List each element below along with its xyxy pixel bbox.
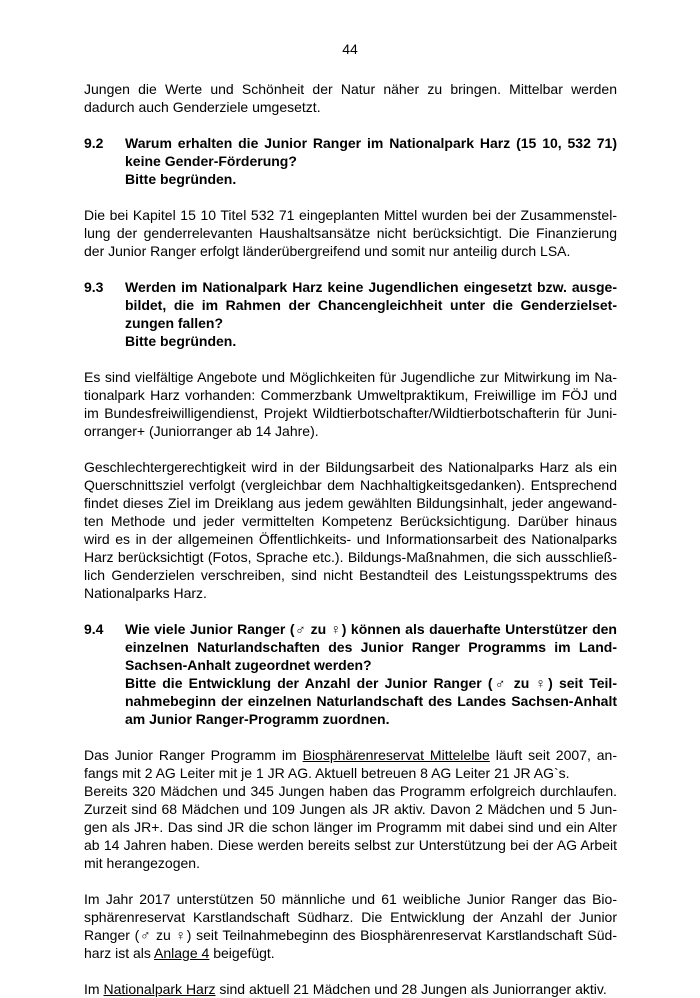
text-segment: Im Jahr 2017 unterstützen 50 männliche und 61 weibliche Junior Ranger das Biosphärenreservat Karstlandschaft Südharz. Die Entwicklung der Anzahl der Junior Ranger (♂ zu ♀) seit Teilnahmebeginn des Biosphärenreservat Karstlandschaft Südharz ist als [84,891,617,961]
answer-9-3-paragraph-1: Es sind vielfältige Angebote und Möglichkeiten für Jugendliche zur Mitwirkung im Nationalpark Harz vorhanden: Commerzbank Umweltpraktikum, Freiwillige im FÖJ und im Bundesfreiwilligendienst, Projekt Wildtierbotschafter/Wildtierbotschafterin für Juniorranger+ (Juniorranger ab 14 Jahre). [84,369,617,439]
answer-9-4-paragraph-3 [84,980,617,998]
answer-9-4-paragraph-1 [84,746,617,872]
question-9-3 [84,278,617,350]
question-number: 9.2 [84,135,104,151]
document-body [84,80,617,998]
question-text: Wie viele Junior Ranger (♂ zu ♀) können als dauerhafte Unterstützer den einzelnen Naturlandschaften des Junior Ranger Programms im Land-Sachsen-Anhalt zugeordnet werden? [125,621,617,673]
answer-9-4-paragraph-2 [84,890,617,962]
answer-9-3-paragraph-2: Geschlechtergerechtigkeit wird in der Bildungsarbeit des Nationalparks Harz als ein Querschnittsziel verfolgt (vergleichbar dem Nachhaltigkeitsgedanken). Entsprechend findet dieses Ziel im Dreiklang aus jedem gewählten Bildungsinhalt, jeder angewandten Methode und jeder vermittelten Kompetenz Berücksichtigung. Darüber hinaus wird es in der allgemeinen Öffentlichkeits- und Informationsarbeit des Nationalparks Harz berücksichtigt (Fotos, Sprache etc.). Bildungs-Maßnahmen, die sich ausschließlich Genderzielen verschreiben, sind nicht Bestandteil des Leistungsspektrums des Nationalparks Harz. [84,459,617,601]
text-segment: läuft seit 2007, anfangs mit 2 AG Leiter mit je 1 JR AG. Aktuell betreuen 8 AG Leiter 21 JR AG`s. [84,747,617,781]
intro-paragraph: Jungen die Werte und Schönheit der Natur näher zu bringen. Mittelbar werden dadurch auch Genderziele umgesetzt. [84,81,617,115]
text-segment: Bereits 320 Mädchen und 345 Jungen haben das Programm erfolgreich durchlaufen. Zurzeit sind 68 Mädchen und 109 Jungen als JR aktiv. Davon 2 Mädchen und 5 Jungen als JR+. Das sind JR die schon länger im Programm mit dabei sind und ein Alter ab 14 Jahren haben. Diese werden bereits selbst zur Unterstützung bei der AG Arbeit mit herangezogen. [84,783,617,871]
biosphere-mittelelbe-link: Biosphärenreservat Mittelelbe [302,747,490,763]
answer-9-2: Die bei Kapitel 15 10 Titel 532 71 eingeplanten Mittel wurden bei der Zusammenstellung der genderrelevanten Haushaltsansätze nicht berücksichtigt. Die Finanzierung der Junior Ranger erfolgt länderübergreifend und somit nur anteilig durch LSA. [84,207,617,259]
anlage-4-link: Anlage 4 [154,945,210,961]
question-request: Bitte begründen. [125,171,237,187]
question-text: Warum erhalten die Junior Ranger im Nationalpark Harz (15 10, 532 71) keine Gender-Förderung? [125,135,617,169]
question-number: 9.3 [84,279,104,295]
question-request: Bitte begründen. [125,333,237,349]
text-segment: Im [84,981,104,997]
nationalpark-harz-link: Nationalpark Harz [103,981,216,997]
question-request: Bitte die Entwicklung der Anzahl der Junior Ranger (♂ zu ♀) seit Teilnahmebeginn der einzelnen Naturlandschaft des Landes Sachsen-Anhalt am Junior Ranger-Programm zuordnen. [125,675,617,727]
question-number: 9.4 [84,621,104,637]
text-segment: sind aktuell 21 Mädchen und 28 Jungen als Juniorranger aktiv. [215,981,607,997]
text-segment: beigefügt. [209,945,275,961]
text-segment: Das Junior Ranger Programm im [84,747,303,763]
question-9-4 [84,620,617,728]
question-9-2 [84,134,617,188]
question-text: Werden im Nationalpark Harz keine Jugendlichen eingesetzt bzw. ausgebildet, die im Rahmen der Chancengleichheit unter die Genderzielsetzungen fallen? [125,279,617,331]
page-number: 44 [342,41,358,57]
